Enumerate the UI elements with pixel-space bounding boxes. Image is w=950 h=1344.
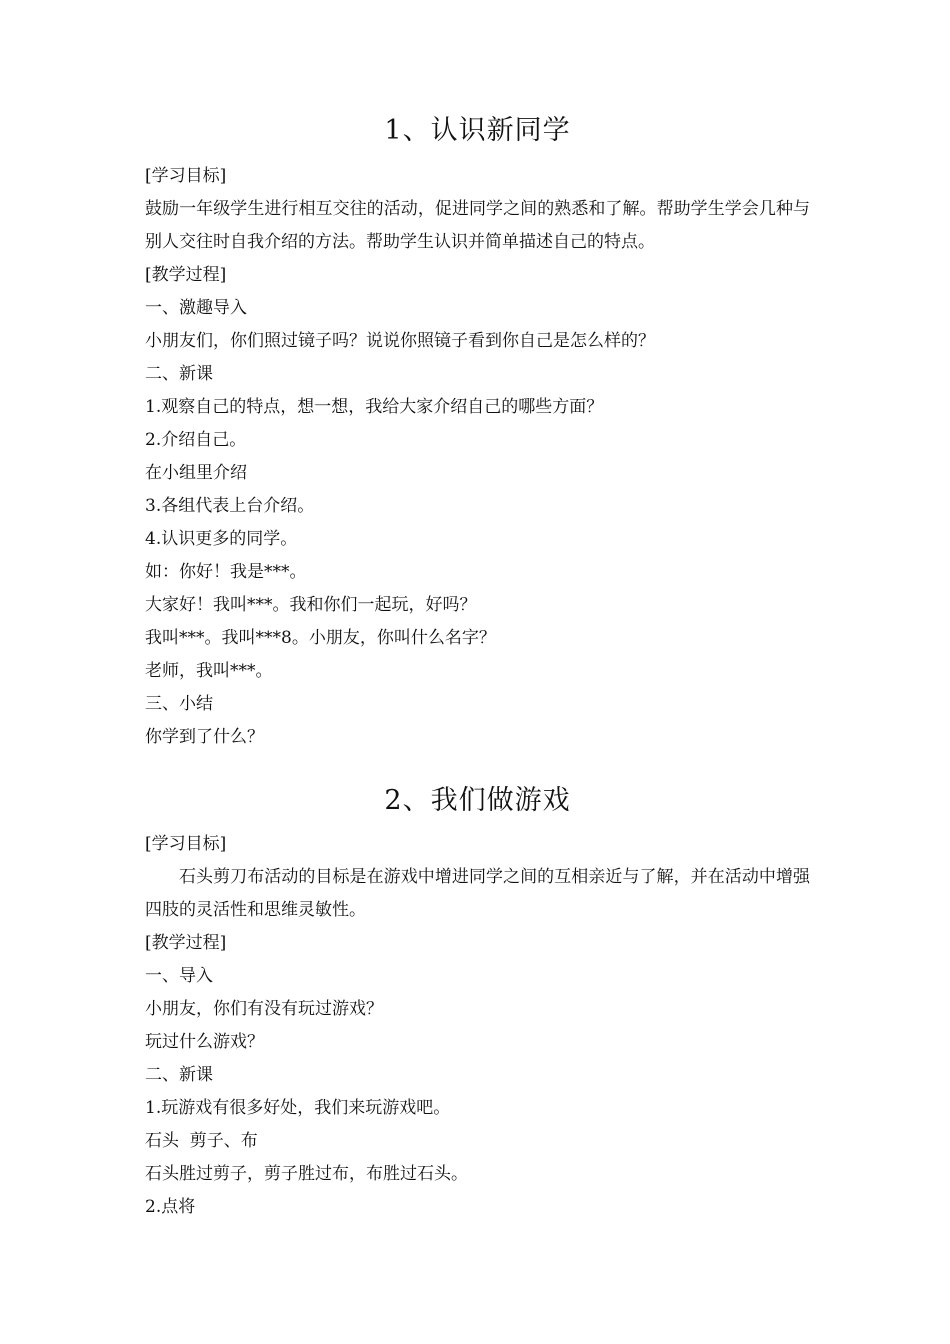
list-item: 1.观察自己的特点，想一想，我给大家介绍自己的哪些方面？ xyxy=(145,397,604,417)
paragraph-line: 你学到了什么？ xyxy=(145,727,264,747)
teaching-process-heading: [教学过程] xyxy=(145,933,227,953)
step-heading: 一、激趣导入 xyxy=(145,298,247,318)
list-item: 1.玩游戏有很多好处，我们来玩游戏吧。 xyxy=(145,1098,451,1118)
learning-goal-heading: [学习目标] xyxy=(145,166,227,186)
paragraph-line: 小朋友们，你们照过镜子吗？说说你照镜子看到你自己是怎么样的？ xyxy=(145,331,655,351)
list-item: 4.认识更多的同学。 xyxy=(145,529,298,549)
learning-goal-heading: [学习目标] xyxy=(145,834,227,854)
example-line: 我叫***。我叫***8。小朋友，你叫什么名字？ xyxy=(145,628,496,648)
paragraph-line: 在小组里介绍 xyxy=(145,463,247,483)
paragraph-line: 小朋友，你们有没有玩过游戏？ xyxy=(145,999,383,1019)
document-content xyxy=(145,112,810,1224)
list-item: 3.各组代表上台介绍。 xyxy=(145,496,315,516)
example-line: 大家好！我叫***。我和你们一起玩，好吗？ xyxy=(145,595,477,615)
example-line: 如：你好！我是***。 xyxy=(145,562,307,582)
step-heading: 三、小结 xyxy=(145,694,213,714)
list-item: 2.点将 xyxy=(145,1197,196,1217)
example-line: 老师，我叫***。 xyxy=(145,661,273,681)
section-1-title: 1、认识新同学 xyxy=(384,115,571,146)
step-heading: 二、新课 xyxy=(145,364,213,384)
step-heading: 二、新课 xyxy=(145,1065,213,1085)
paragraph-line: 石头胜过剪子，剪子胜过布，布胜过石头。 xyxy=(145,1164,468,1184)
list-item: 2.介绍自己。 xyxy=(145,430,247,450)
step-heading: 一、导入 xyxy=(145,966,213,986)
learning-goal-text: 鼓励一年级学生进行相互交往的活动，促进同学之间的熟悉和了解。帮助学生学会几种与别人交往时自我介绍的方法。帮助学生认识并简单描述自己的特点。 xyxy=(145,199,810,252)
teaching-process-heading: [教学过程] xyxy=(145,265,227,285)
learning-goal-text: 石头剪刀布活动的目标是在游戏中增进同学之间的互相亲近与了解，并在活动中增强四肢的灵活性和思维灵敏性。 xyxy=(145,867,810,920)
paragraph-line: 石头 剪子、布 xyxy=(145,1131,258,1151)
paragraph-line: 玩过什么游戏？ xyxy=(145,1032,264,1052)
section-2-title: 2、我们做游戏 xyxy=(384,785,571,816)
